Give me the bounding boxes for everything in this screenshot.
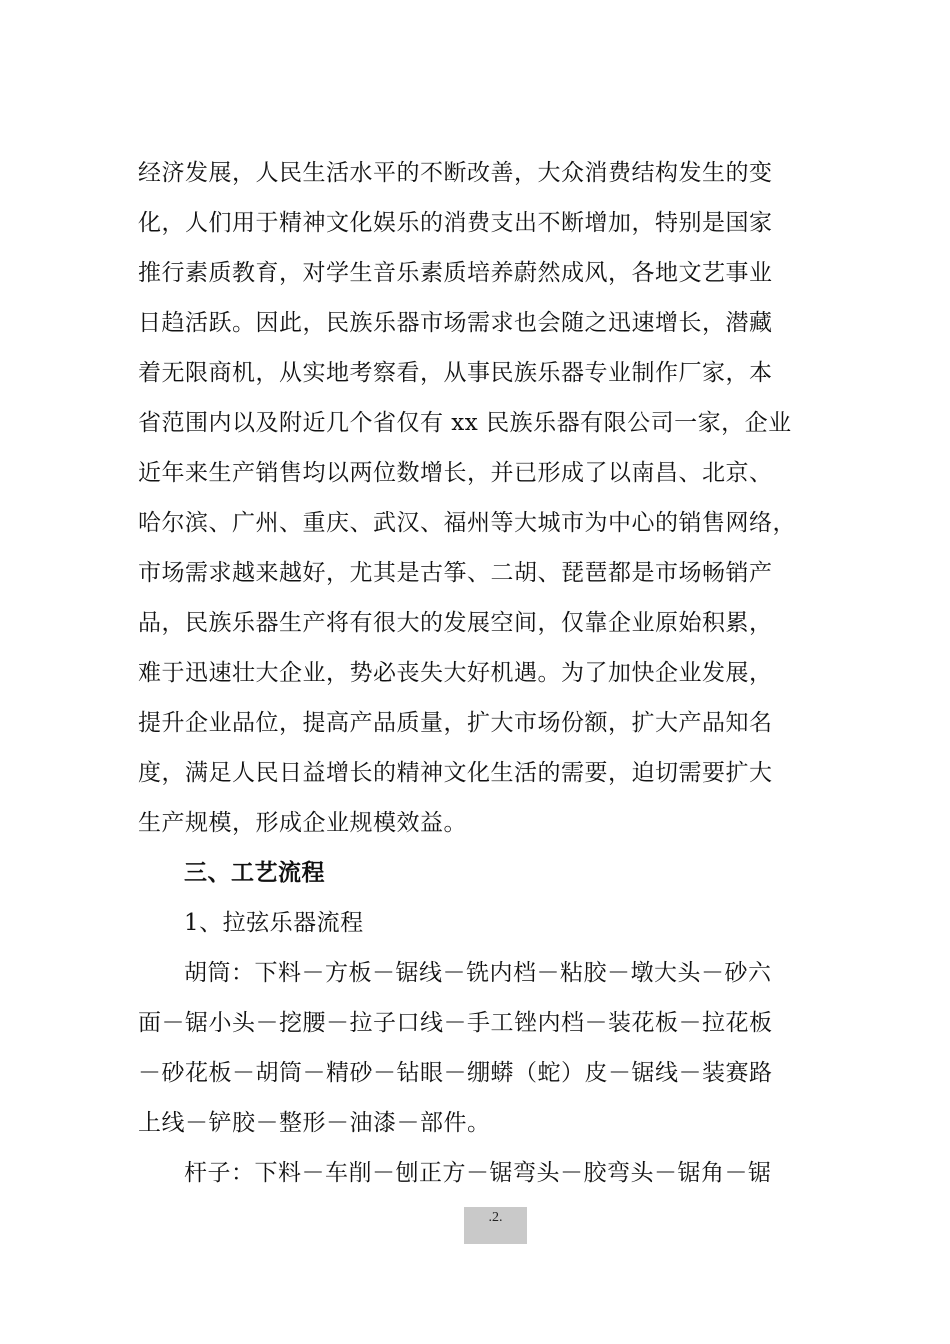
paragraph-line: 提升企业品位，提高产品质量，扩大市场份额，扩大产品知名 xyxy=(138,710,773,736)
paragraph-line: 面－锯小头－挖腰－拉子口线－手工锉内档－装花板－拉花板 xyxy=(138,1010,773,1036)
subsection-heading: 1、拉弦乐器流程 xyxy=(184,910,364,936)
paragraph-line: 品，民族乐器生产将有很大的发展空间，仅靠企业原始积累， xyxy=(138,610,773,636)
body-text xyxy=(138,151,828,1201)
paragraph-line: 哈尔滨、广州、重庆、武汉、福州等大城市为中心的销售网络， xyxy=(138,510,796,536)
paragraph-line: 市场需求越来越好，尤其是古筝、二胡、琵琶都是市场畅销产 xyxy=(138,560,773,586)
paragraph-line: 近年来生产销售均以两位数增长，并已形成了以南昌、北京、 xyxy=(138,460,773,486)
paragraph-line: 上线－铲胶－整形－油漆－部件。 xyxy=(138,1110,491,1136)
paragraph-line: 化，人们用于精神文化娱乐的消费支出不断增加，特别是国家 xyxy=(138,210,773,236)
paragraph-line: 日趋活跃。因此，民族乐器市场需求也会随之迅速增长，潜藏 xyxy=(138,310,773,336)
paragraph-line: －砂花板－胡筒－精砂－钻眼－绷蟒（蛇）皮－锯线－装赛路 xyxy=(138,1060,773,1086)
section-heading: 三、工艺流程 xyxy=(184,860,325,886)
paragraph-line: 度，满足人民日益增长的精神文化生活的需要，迫切需要扩大 xyxy=(138,760,773,786)
paragraph-line: 省范围内以及附近几个省仅有 xx 民族乐器有限公司一家，企业 xyxy=(138,410,792,436)
paragraph-line: 杆子：下料－车削－刨正方－锯弯头－胶弯头－锯角－锯 xyxy=(184,1160,772,1186)
page-number: .2. xyxy=(464,1207,527,1244)
paragraph-line: 胡筒：下料－方板－锯线－铣内档－粘胶－墩大头－砂六 xyxy=(184,960,772,986)
paragraph-line: 推行素质教育，对学生音乐素质培养蔚然成风，各地文艺事业 xyxy=(138,260,773,286)
paragraph-line: 生产规模，形成企业规模效益。 xyxy=(138,810,467,836)
paragraph-line: 经济发展，人民生活水平的不断改善，大众消费结构发生的变 xyxy=(138,160,773,186)
paragraph-line: 难于迅速壮大企业，势必丧失大好机遇。为了加快企业发展， xyxy=(138,660,773,686)
paragraph-line: 着无限商机，从实地考察看，从事民族乐器专业制作厂家，本 xyxy=(138,360,773,386)
